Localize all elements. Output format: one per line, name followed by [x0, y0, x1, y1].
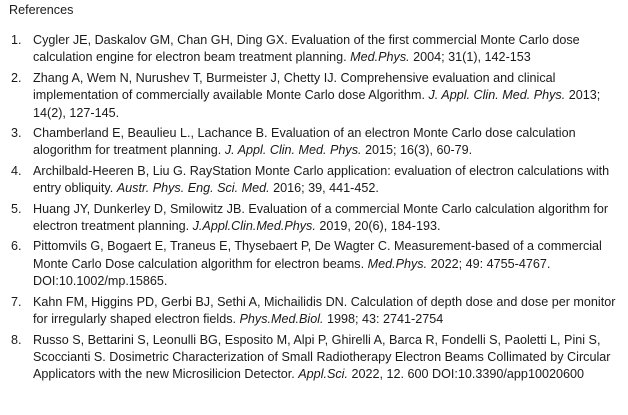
reference-title: Evaluation of a commercial Monte Carlo calculation algorithm for electron treatment planning. — [33, 201, 609, 234]
reference-title: Comprehensive evaluation and clinical implementation of commercially available Monte Carlo dose Algorithm. — [33, 70, 556, 103]
reference-authors: Cygler JE, Daskalov GM, Chan GH, Ding GX. — [33, 33, 288, 47]
reference-title: Dosimetric Characterization of Small Radiotherapy Electron Beams Collimated by Circular Applicators with the new Microsilicion Detector. — [33, 349, 611, 382]
reference-journal: Appl.Sci. — [298, 367, 348, 382]
reference-item — [0, 125, 628, 160]
reference-item — [0, 163, 628, 198]
reference-journal: J. Appl. Clin. Med. Phys. — [428, 88, 566, 103]
reference-citation: 2022, 12. 600 DOI:10.3390/app10020600 — [351, 367, 584, 382]
reference-title: Measurement-based of a commercial Monte Carlo Dose calculation algorithm for electron beams. — [33, 239, 602, 271]
reference-number: 8. — [11, 332, 22, 347]
reference-authors: Huang JY, Dunkerley D, Smilowitz JB. — [33, 201, 245, 216]
reference-journal: J.Appl.Clin.Med.Phys. — [192, 219, 316, 234]
reference-citation: 2013; 14(2), 127-145. — [33, 88, 601, 120]
reference-authors: Archilbald-Heeren B, Liu G. — [33, 163, 187, 178]
reference-number: 5. — [11, 201, 22, 216]
reference-citation: 2022; 49: 4755-4767. DOI:10.1002/mp.15865. — [33, 256, 551, 289]
reference-citation: 2015; 16(3), 60-79. — [365, 143, 473, 158]
reference-citation: 2004; 31(1), 142-153 — [413, 50, 531, 65]
reference-authors: Russo S, Bettarini S, Leonulli BG, Esposito M, Alpi P, Ghirelli A, Barca R, Fondelli S, Paoletti L, Pini S, Scoccianti S. — [33, 332, 601, 364]
reference-journal: J. Appl. Clin. Med. Phys. — [224, 143, 362, 158]
reference-number: 3. — [11, 126, 22, 141]
reference-number: 2. — [11, 70, 22, 85]
reference-citation: 2016; 39, 441-452. — [273, 181, 379, 196]
reference-authors: Kahn FM, Higgins PD, Gerbi BJ, Sethi A, Michailidis DN. — [33, 294, 348, 309]
reference-citation: 2019, 20(6), 184-193. — [319, 219, 441, 234]
reference-number: 1. — [11, 33, 22, 47]
references-heading: References — [9, 3, 74, 17]
reference-title: RayStation Monte Carlo application: evaluation of electron calculations with entry obliquity. — [33, 163, 610, 196]
reference-item — [0, 70, 628, 122]
reference-authors: Zhang A, Wem N, Nurushev T, Burmeister J, Chetty IJ. — [33, 70, 337, 85]
reference-item — [0, 238, 628, 290]
reference-number: 6. — [11, 239, 22, 254]
reference-item — [0, 201, 628, 236]
reference-journal: Med.Phys. — [367, 256, 428, 271]
reference-citation: 1998; 43: 2741-2754 — [327, 312, 444, 327]
reference-title: Evaluation of an electron Monte Carlo dose calculation alogorithm for treatment planning. — [33, 126, 576, 158]
reference-journal: Austr. Phys. Eng. Sci. Med. — [116, 181, 270, 196]
reference-number: 7. — [11, 294, 22, 309]
reference-title: Evaluation of the first commercial Monte Carlo dose calculation engine for electron beam treatment planning. — [33, 33, 580, 65]
reference-title: Calculation of depth dose and dose per monitor for irregularly shaped electron fields. — [33, 294, 616, 327]
reference-journal: Med.Phys. — [350, 50, 410, 65]
reference-authors: Pittomvils G, Bogaert E, Traneus E, Thysebaert P, De Wagter C. — [33, 239, 391, 254]
reference-item — [0, 32, 628, 67]
reference-list — [0, 32, 628, 387]
reference-number: 4. — [11, 163, 22, 178]
reference-item — [0, 294, 628, 329]
reference-item — [0, 332, 628, 384]
reference-journal: Phys.Med.Biol. — [239, 312, 324, 327]
reference-authors: Chamberland E, Beaulieu L., Lachance B. — [33, 126, 268, 141]
